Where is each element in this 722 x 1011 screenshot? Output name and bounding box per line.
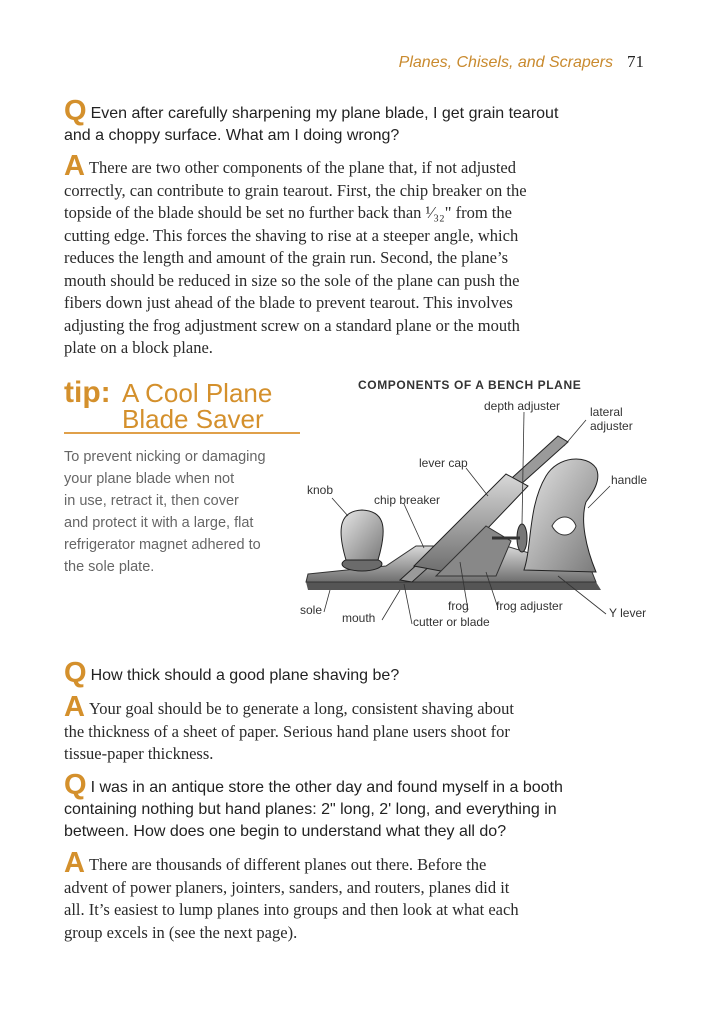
question (64, 95, 574, 147)
a-mark: A (64, 691, 85, 723)
answer-line: topside of the blade should be set no further back than ¹⁄₃₂" from the (64, 203, 512, 222)
plane-sole (306, 582, 601, 590)
answer-line: correctly, can contribute to grain tearout. First, the chip breaker on the (64, 180, 527, 200)
answer-line: cutting edge. This forces the shaving to rise at a steeper angle, which (64, 225, 519, 245)
answer-line: group excels in (see the next page). (64, 922, 298, 942)
q-mark: Q (64, 95, 87, 127)
bench-plane-figure (296, 376, 656, 634)
page-number: 71 (627, 52, 644, 71)
tip-heading (64, 376, 300, 434)
tip-line: and protect it with a large, flat (64, 515, 254, 531)
a-mark: A (64, 150, 85, 182)
answer-line: adjusting the frog adjustment screw on a standard plane or the mouth (64, 315, 520, 335)
tip-line: To prevent nicking or damaging (64, 449, 266, 465)
answer-line: advent of power planers, jointers, sanders, and routers, planes did it (64, 877, 510, 897)
label-cutter: cutter or blade (413, 615, 490, 629)
label-y-lever: Y lever (609, 606, 647, 620)
tip-line: your plane blade when not (64, 471, 235, 487)
label-lever-cap: lever cap (419, 456, 468, 470)
label-frog: frog (448, 599, 469, 613)
answer-line: the thickness of a sheet of paper. Serious hand plane users shoot for (64, 721, 510, 741)
a-mark: A (64, 847, 85, 879)
question-line: between. How does one begin to understand what they all do? (64, 823, 507, 840)
answer-line: reduces the length and amount of the grain run. Second, the plane’s (64, 248, 508, 267)
answer-line: Your goal should be to generate a long, consistent shaving about (88, 699, 514, 718)
answer (64, 847, 574, 944)
answer (64, 691, 574, 766)
running-header (399, 52, 644, 72)
label-mouth: mouth (342, 611, 376, 625)
question-line: How thick should a good plane shaving be? (90, 667, 400, 684)
question (64, 657, 574, 689)
question-line: I was in an antique store the other day and found myself in a booth (90, 779, 563, 796)
answer-line: There are two other components of the plane that, if not adjusted (88, 158, 516, 177)
answer (64, 150, 574, 360)
figure-title: COMPONENTS OF A BENCH PLANE (358, 378, 582, 392)
tip-line: in use, retract it, then cover (64, 493, 239, 509)
tip-title-line: Blade Saver (122, 404, 264, 434)
answer-line: mouth should be reduced in size so the sole of the plane can push the (64, 270, 520, 290)
tip-sidebar (64, 376, 300, 578)
label-depth-adjuster: depth adjuster (484, 399, 561, 413)
q-mark: Q (64, 657, 87, 689)
label-frog-adjuster: frog adjuster (496, 599, 563, 613)
answer-line: tissue-paper thickness. (64, 744, 214, 763)
qa-block-tearout (64, 95, 574, 360)
tip-line: refrigerator magnet adhered to (64, 537, 261, 553)
q-mark: Q (64, 769, 87, 801)
answer-line: fibers down just ahead of the blade to prevent tearout. This involves (64, 293, 513, 312)
question (64, 769, 574, 843)
tip-label: tip: (64, 376, 111, 409)
label-handle: handle (611, 473, 648, 487)
answer-line: There are thousands of different planes out there. Before the (88, 855, 487, 874)
label-sole: sole (300, 603, 323, 617)
question-line: containing nothing but hand planes: 2" long, 2' long, and everything in (64, 801, 557, 818)
question-line: Even after carefully sharpening my plane blade, I get grain tearout (90, 105, 559, 122)
label-lateral-adjuster-2: adjuster (590, 419, 633, 433)
plane-handle (524, 459, 598, 572)
qa-block-shaving-thickness (64, 657, 574, 766)
plane-knob (341, 510, 383, 560)
tip-title-line: A Cool Plane (122, 378, 273, 408)
tip-line: the sole plate. (64, 559, 155, 575)
running-title: Planes, Chisels, and Scrapers (398, 54, 613, 71)
qa-block-antique-planes (64, 769, 574, 944)
label-knob: knob (307, 483, 334, 497)
label-lateral-adjuster-1: lateral (590, 405, 623, 419)
answer-line: all. It’s easiest to lump planes into groups and then look at what each (64, 900, 519, 919)
question-line: and a choppy surface. What am I doing wrong? (64, 127, 400, 144)
tip-body (64, 446, 294, 578)
label-chip-breaker: chip breaker (374, 493, 441, 507)
answer-line: plate on a block plane. (64, 338, 213, 357)
